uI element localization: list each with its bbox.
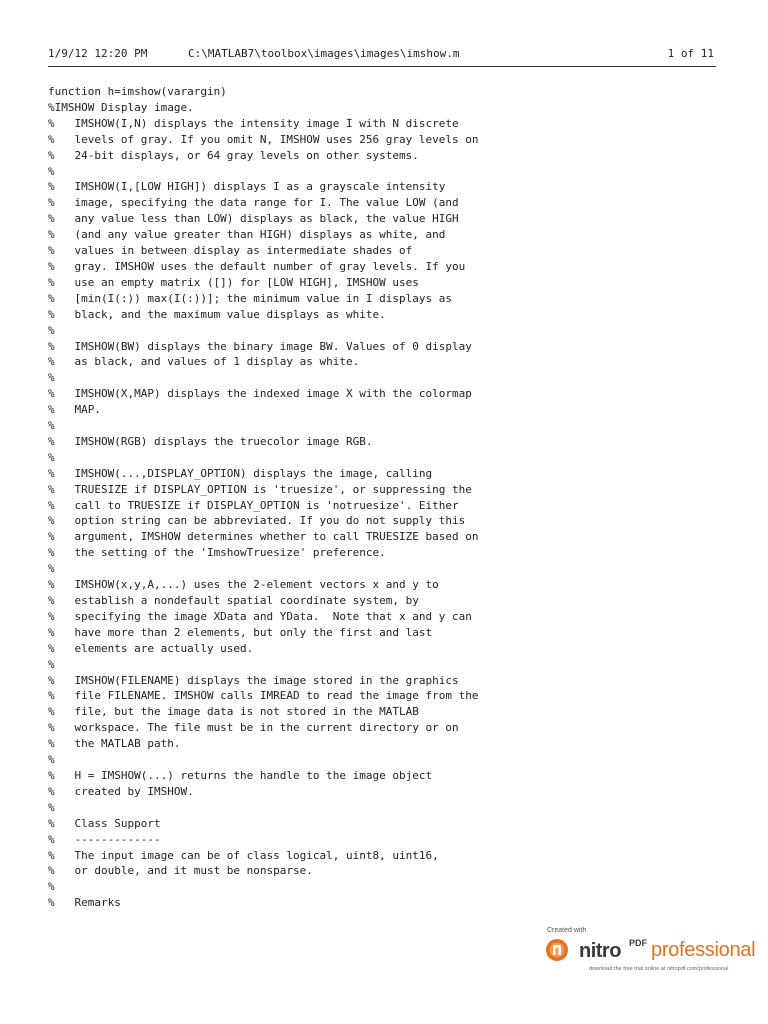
code-line: % elements are actually used. [48,641,254,655]
code-line: % any value less than LOW) displays as black, the value HIGH [48,212,459,226]
code-line: % ------------- [48,832,161,846]
code-line: % created by IMSHOW. [48,784,194,798]
code-line: % file FILENAME. IMSHOW calls IMREAD to read the image from the [48,689,479,703]
print-datetime: 1/9/12 12:20 PM [48,47,148,60]
code-line: % gray. IMSHOW uses the default number of gray levels. If you [48,259,466,273]
code-line: % call to TRUESIZE if DISPLAY_OPTION is 'notruesize'. Either [48,498,459,512]
code-line: % [48,562,55,576]
code-line: function h=imshow(varargin) [48,85,227,98]
code-line: % [48,800,55,814]
code-line: % The input image can be of class logical, uint8, uint16, [48,848,439,862]
code-line: % IMSHOW(RGB) displays the truecolor image RGB. [48,434,373,448]
code-line: % [48,323,55,337]
code-line: % argument, IMSHOW determines whether to call TRUESIZE based on [48,530,479,544]
code-line: % IMSHOW(I,N) displays the intensity image I with N discrete [48,116,459,130]
nitro-pdf-superscript: PDF [629,938,647,948]
code-line: % [48,450,55,464]
code-line: % as black, and values of 1 display as white. [48,355,360,369]
code-line: % values in between display as intermediate shades of [48,244,413,258]
code-line: % [48,371,55,385]
code-line: % Remarks [48,896,121,910]
code-line: % [min(I(:)) max(I(:))]; the minimum value in I displays as [48,291,452,305]
code-line: % IMSHOW(I,[LOW HIGH]) displays I as a grayscale intensity [48,180,446,194]
code-line: % use an empty matrix ([]) for [LOW HIGH], IMSHOW uses [48,275,419,289]
code-line: % 24-bit displays, or 64 gray levels on other systems. [48,148,419,162]
code-line: % IMSHOW(X,MAP) displays the indexed image X with the colormap [48,387,472,401]
code-listing [48,84,608,911]
code-line: % [48,164,55,178]
code-line: % [48,753,55,767]
code-line: % or double, and it must be nonsparse. [48,864,313,878]
code-line: % the setting of the 'ImshowTruesize' preference. [48,546,386,560]
code-line: % IMSHOW(FILENAME) displays the image stored in the graphics [48,673,459,687]
code-line: % [48,419,55,433]
code-line: % file, but the image data is not stored in the MATLAB [48,705,419,719]
code-line: %IMSHOW Display image. [48,100,194,114]
page-header [48,44,716,67]
nitro-watermark [545,927,761,977]
created-with-label: Created with [547,927,587,934]
code-line: % MAP. [48,403,101,417]
nitro-logo-icon [545,938,569,962]
code-line: % establish a nondefault spatial coordinate system, by [48,594,419,607]
code-line: % black, and the maximum value displays as white. [48,307,386,321]
code-line: % option string can be abbreviated. If you do not supply this [48,514,466,528]
code-line: % the MATLAB path. [48,737,181,751]
code-line: % IMSHOW(x,y,A,...) uses the 2-element vectors x and y to [48,578,439,592]
page-indicator: 1 of 11 [667,47,714,60]
code-line: % Class Support [48,816,161,830]
code-line: % have more than 2 elements, but only the first and last [48,625,433,639]
code-line: % IMSHOW(...,DISPLAY_OPTION) displays the image, calling [48,466,433,480]
code-line: % levels of gray. If you omit N, IMSHOW uses 256 gray levels on [48,132,479,146]
code-line: % IMSHOW(BW) displays the binary image BW. Values of 0 display [48,339,472,353]
code-line: % specifying the image XData and YData. Note that x and y can [48,609,472,623]
code-line: % H = IMSHOW(...) returns the handle to the image object [48,768,433,782]
code-line: % TRUESIZE if DISPLAY_OPTION is 'truesize', or suppressing the [48,482,472,496]
code-line: % (and any value greater than HIGH) displays as white, and [48,228,446,242]
nitro-edition: professional [651,939,756,961]
file-path: C:\MATLAB7\toolbox\images\images\imshow.m [188,47,460,60]
code-line: % image, specifying the data range for I. The value LOW (and [48,196,459,210]
code-line: % [48,657,55,671]
nitro-brand: nitro [579,940,621,962]
nitro-tagline: download the free trial online at nitropdf.com/professional [589,966,729,972]
code-line: % workspace. The file must be in the current directory or on [48,721,459,735]
code-line: % [48,880,55,894]
